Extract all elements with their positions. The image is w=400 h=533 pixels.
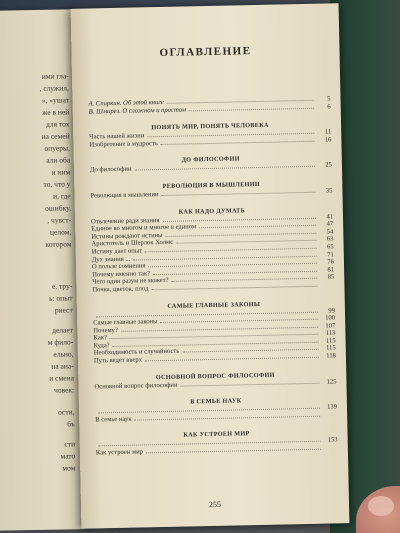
left-page-line: ошибку, — [45, 203, 71, 213]
toc-entry-page: 25 — [325, 161, 332, 169]
toc-section-heading: ОСНОВНОЙ ВОПРОС ФИЛОСОФИИ — [155, 371, 275, 381]
page-number: 255 — [208, 499, 222, 510]
toc-entry-title: Путь ведет вверх — [93, 356, 143, 365]
left-page-line: целом, — [49, 227, 72, 237]
toc-entry-page: 125 — [326, 378, 337, 386]
toc-section-heading: В СЕМЬЕ НАУК — [190, 397, 242, 406]
left-page-line: ости, — [57, 407, 75, 417]
toc-entry-title: Отвлечение ради знания — [90, 216, 160, 226]
toc-entry-page: 99 — [328, 306, 336, 315]
toc-section-heading: ДО ФИЛОСОФИИ — [181, 155, 240, 164]
left-page-line: сти — [64, 439, 76, 449]
left-page-line: ельно, — [53, 349, 74, 359]
toc-entry-title: Истину дает опыт — [91, 247, 143, 256]
left-page-line: , служил, — [39, 83, 69, 93]
toc-entry-title: Самые главные законы — [93, 318, 158, 327]
toc-entry-page: 115 — [326, 344, 336, 353]
toc-section-heading: КАК УСТРОЕН МИР — [183, 430, 250, 440]
toc-entry-title: Почка, цветок, плод — [92, 285, 149, 294]
left-page-line: риест — [54, 305, 73, 315]
left-page-line: и ним — [51, 167, 71, 177]
toc-entry-title: Основной вопрос философии — [94, 381, 178, 391]
toc-section-heading: САМЫЕ ГЛАВНЫЕ ЗАКОНЫ — [167, 300, 261, 310]
left-page-line: и, где — [53, 191, 71, 201]
left-page-line: мато — [60, 451, 76, 461]
toc-entry-title: А. Спиркин. Об этой книге — [88, 98, 164, 108]
left-page-line: , чувст- — [47, 215, 72, 225]
left-page-line: опуеры, — [44, 143, 70, 153]
toc-entry-page: 16 — [324, 136, 332, 144]
left-page-line: м фило- — [47, 337, 74, 347]
toc-entry-page: 5 — [327, 95, 331, 103]
left-page-line: то, что у — [43, 179, 71, 189]
left-page-line: котором — [45, 239, 72, 249]
toc-entry-page: 85 — [327, 273, 335, 281]
toc-entry-page: 81 — [327, 266, 335, 274]
toc-entry-title: Аристотель и Шерлок Холмс — [91, 239, 174, 248]
left-page-line: бъ — [67, 419, 75, 429]
right-page — [71, 3, 350, 528]
toc-entry-title: Почему? — [93, 326, 118, 335]
left-page-line: и смена — [49, 373, 74, 383]
toc-entry-page: 76 — [327, 258, 335, 266]
page-title: ОГЛАВЛЕНИЕ — [159, 45, 252, 60]
toc-entry-title: Изобретение в мудрость — [89, 139, 158, 149]
toc-entry-title: Единое во многом и многое в едином — [91, 223, 197, 233]
toc-entry-page: 6 — [327, 103, 331, 111]
left-page-line: делает — [52, 325, 74, 335]
toc-entry-page: 115 — [325, 337, 336, 345]
toc-entry-title: Чего один разум не может? — [92, 277, 169, 286]
left-page-line: човек: — [53, 385, 75, 395]
toc-entry-title: Часть нашей жизни — [89, 132, 145, 141]
left-page-line: для тох — [45, 119, 70, 129]
left-page-line: на семей — [41, 131, 70, 141]
toc-entry-title: Необходимость и случайность — [93, 348, 180, 357]
toc-entry-title: Дух знания ... — [91, 255, 131, 264]
toc-entry-title: Революция в мышлении — [90, 191, 159, 200]
toc-entry-title: До философии — [89, 165, 132, 174]
toc-entry-page: 153 — [327, 436, 338, 445]
toc-entry-title: Как? — [93, 334, 107, 342]
toc-section-heading: РЕВОЛЮЦИЯ В МЫШЛЕНИИ — [162, 180, 261, 190]
toc-entry-title: В семье наук — [95, 415, 132, 424]
toc-entry-title: Как устроен мир — [95, 448, 144, 457]
toc-entry-page: 71 — [327, 250, 334, 259]
toc-entry-title: О пользе сомнения — [91, 262, 146, 271]
toc-entry-page: 47 — [326, 220, 334, 228]
toc-entry-title: Куда? — [93, 341, 110, 350]
toc-entry-page: 118 — [326, 352, 336, 360]
toc-entry-page: 139 — [327, 403, 338, 411]
toc-entry-title: В. Шмирез. О сложном и простом — [88, 106, 187, 116]
thumbnail-nail — [368, 496, 394, 516]
toc-entry-page: 41 — [326, 212, 334, 221]
toc-entry-page: 54 — [326, 228, 334, 236]
left-page-line: же в ней — [42, 107, 70, 117]
toc-entry-page: 63 — [326, 235, 334, 243]
toc-entry-page: 113 — [325, 329, 336, 337]
toc-entry-page: 100 — [325, 314, 336, 322]
left-page-line: ь: опыт — [48, 293, 73, 303]
left-page-line: », «ушат — [41, 95, 70, 105]
toc-section-heading: ПОНЯТЬ МИР, ПОНЯТЬ ЧЕЛОВЕКА — [151, 121, 269, 132]
toc-entry-title: Почему именно так? — [92, 269, 151, 279]
toc-entry-page: 35 — [325, 187, 333, 195]
toc-entry-title: Истины рождают истины — [91, 231, 163, 241]
toc-section-heading: КАК НАДО ДУМАТЬ — [178, 206, 246, 216]
left-page-line: е, тру- — [51, 281, 73, 291]
toc-entry-page: 107 — [325, 322, 336, 330]
table-of-contents — [89, 95, 338, 457]
left-page-line: али оба — [46, 155, 71, 165]
left-page-line: ими гла- — [41, 71, 69, 81]
left-page-line: мом — [62, 463, 76, 473]
toc-entry-page: 65 — [326, 243, 334, 251]
toc-leader-dots — [146, 449, 321, 454]
toc-entry-page: 11 — [324, 128, 332, 136]
toc-leader-dots — [199, 225, 316, 228]
left-page-line: на ана- — [51, 361, 74, 371]
